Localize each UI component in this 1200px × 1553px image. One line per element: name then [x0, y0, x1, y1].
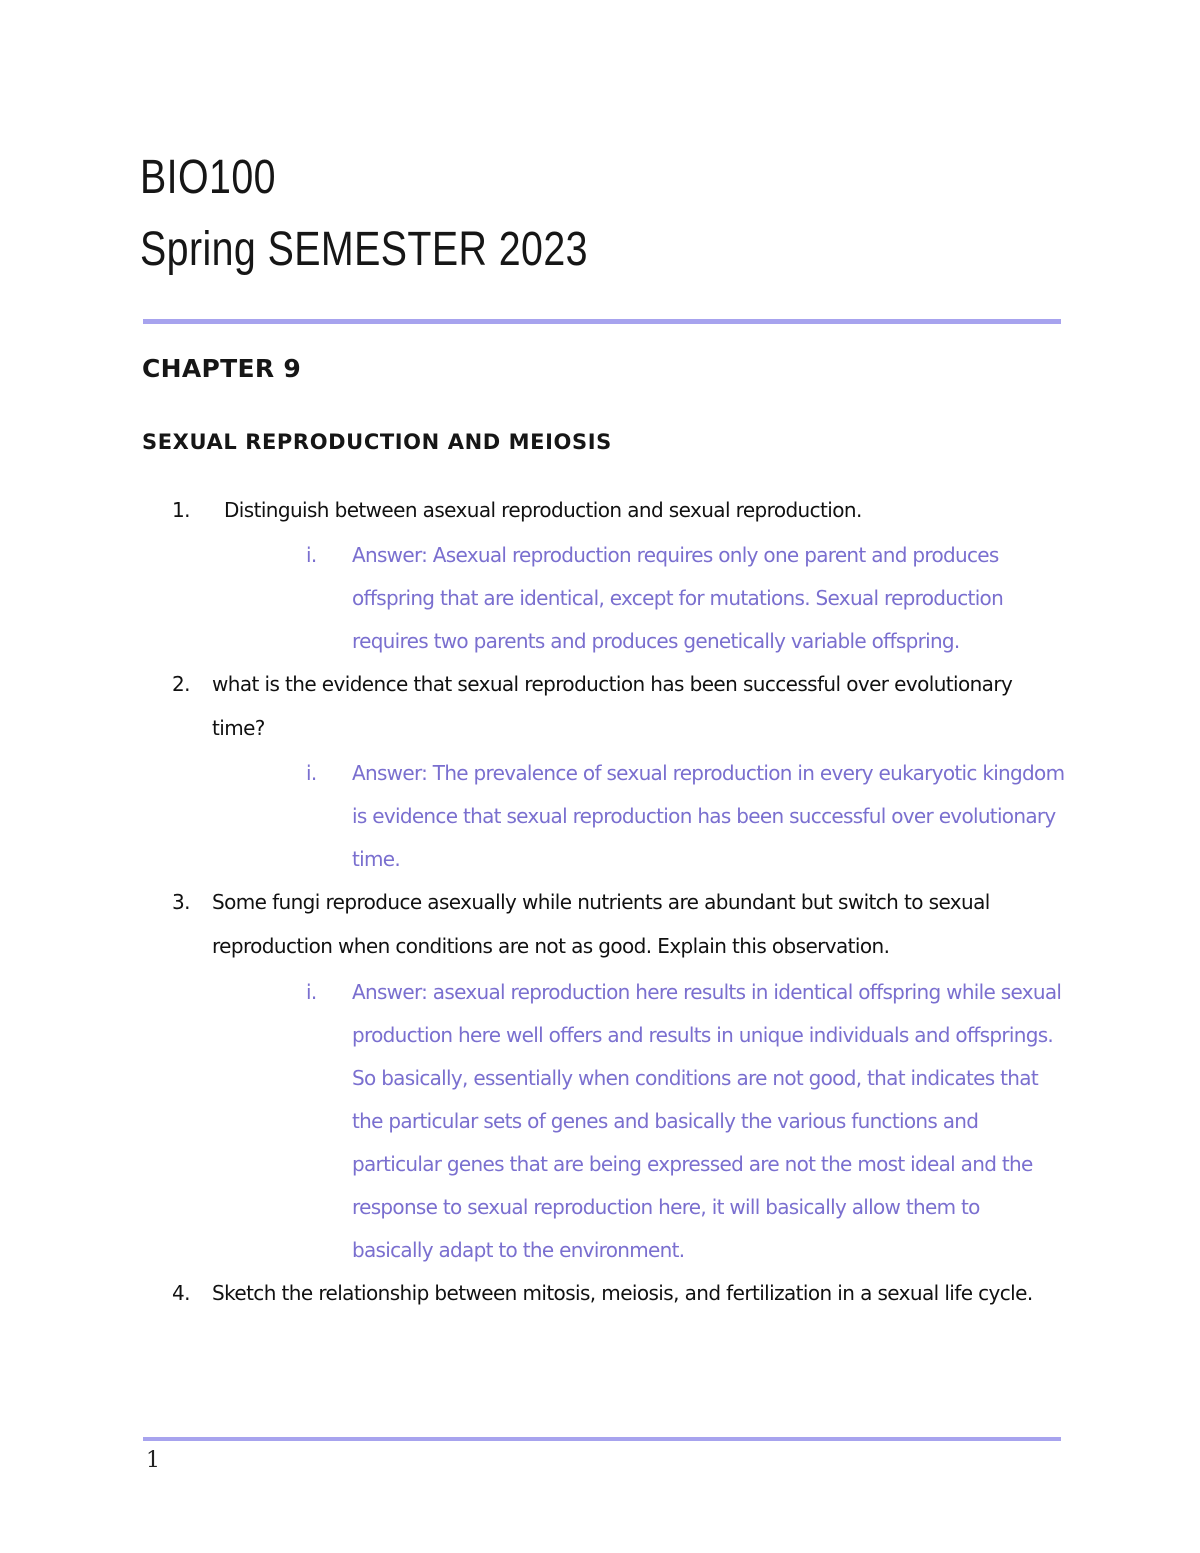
answer-3 [306, 971, 1066, 1272]
answer-text: Answer: The prevalence of sexual reproduction in every eukaryotic kingdom is evidence that sexual reproduction has been successful over evolutionary time. [352, 761, 1065, 871]
footer-divider [143, 1437, 1061, 1441]
question-number: 2. [172, 672, 190, 696]
question-1 [172, 488, 1052, 532]
question-2 [172, 662, 1052, 750]
answer-marker: i. [306, 761, 317, 785]
question-text: Distinguish between asexual reproduction and sexual reproduction. [224, 498, 862, 522]
question-text: what is the evidence that sexual reproduction has been successful over evolutionary time? [212, 672, 1013, 740]
question-text: Some fungi reproduce asexually while nutrients are abundant but switch to sexual reproduction when conditions are not as good. Explain this observation. [212, 890, 990, 958]
question-3 [172, 880, 1052, 968]
answer-marker: i. [306, 980, 317, 1004]
section-heading: SEXUAL REPRODUCTION AND MEIOSIS [142, 430, 612, 454]
page-number: 1 [146, 1448, 160, 1473]
question-number: 3. [172, 890, 190, 914]
answer-marker: i. [306, 543, 317, 567]
answer-2 [306, 752, 1066, 881]
question-4 [172, 1271, 1052, 1315]
chapter-heading: CHAPTER 9 [142, 354, 302, 383]
question-number: 1. [172, 498, 190, 522]
semester-subtitle: Spring SEMESTER 2023 [140, 223, 588, 276]
question-number: 4. [172, 1281, 190, 1305]
header-divider [143, 319, 1061, 324]
answer-text: Answer: Asexual reproduction requires only one parent and produces offspring that are identical, except for mutations. Sexual reproduction requires two parents and produces genetically variable offspring. [352, 543, 1004, 653]
answer-text: Answer: asexual reproduction here results in identical offspring while sexual production here well offers and results in unique individuals and offsprings. So basically, essentially when conditions are not good, that indicates that the particular sets of genes and basically the various functions and particular genes that are being expressed are not the most ideal and the response to sexual reproduction here, it will basically allow them to basically adapt to the environment. [352, 980, 1062, 1262]
question-text: Sketch the relationship between mitosis, meiosis, and fertilization in a sexual life cycle. [212, 1281, 1033, 1305]
answer-1 [306, 534, 1066, 663]
course-title: BIO100 [140, 151, 276, 204]
